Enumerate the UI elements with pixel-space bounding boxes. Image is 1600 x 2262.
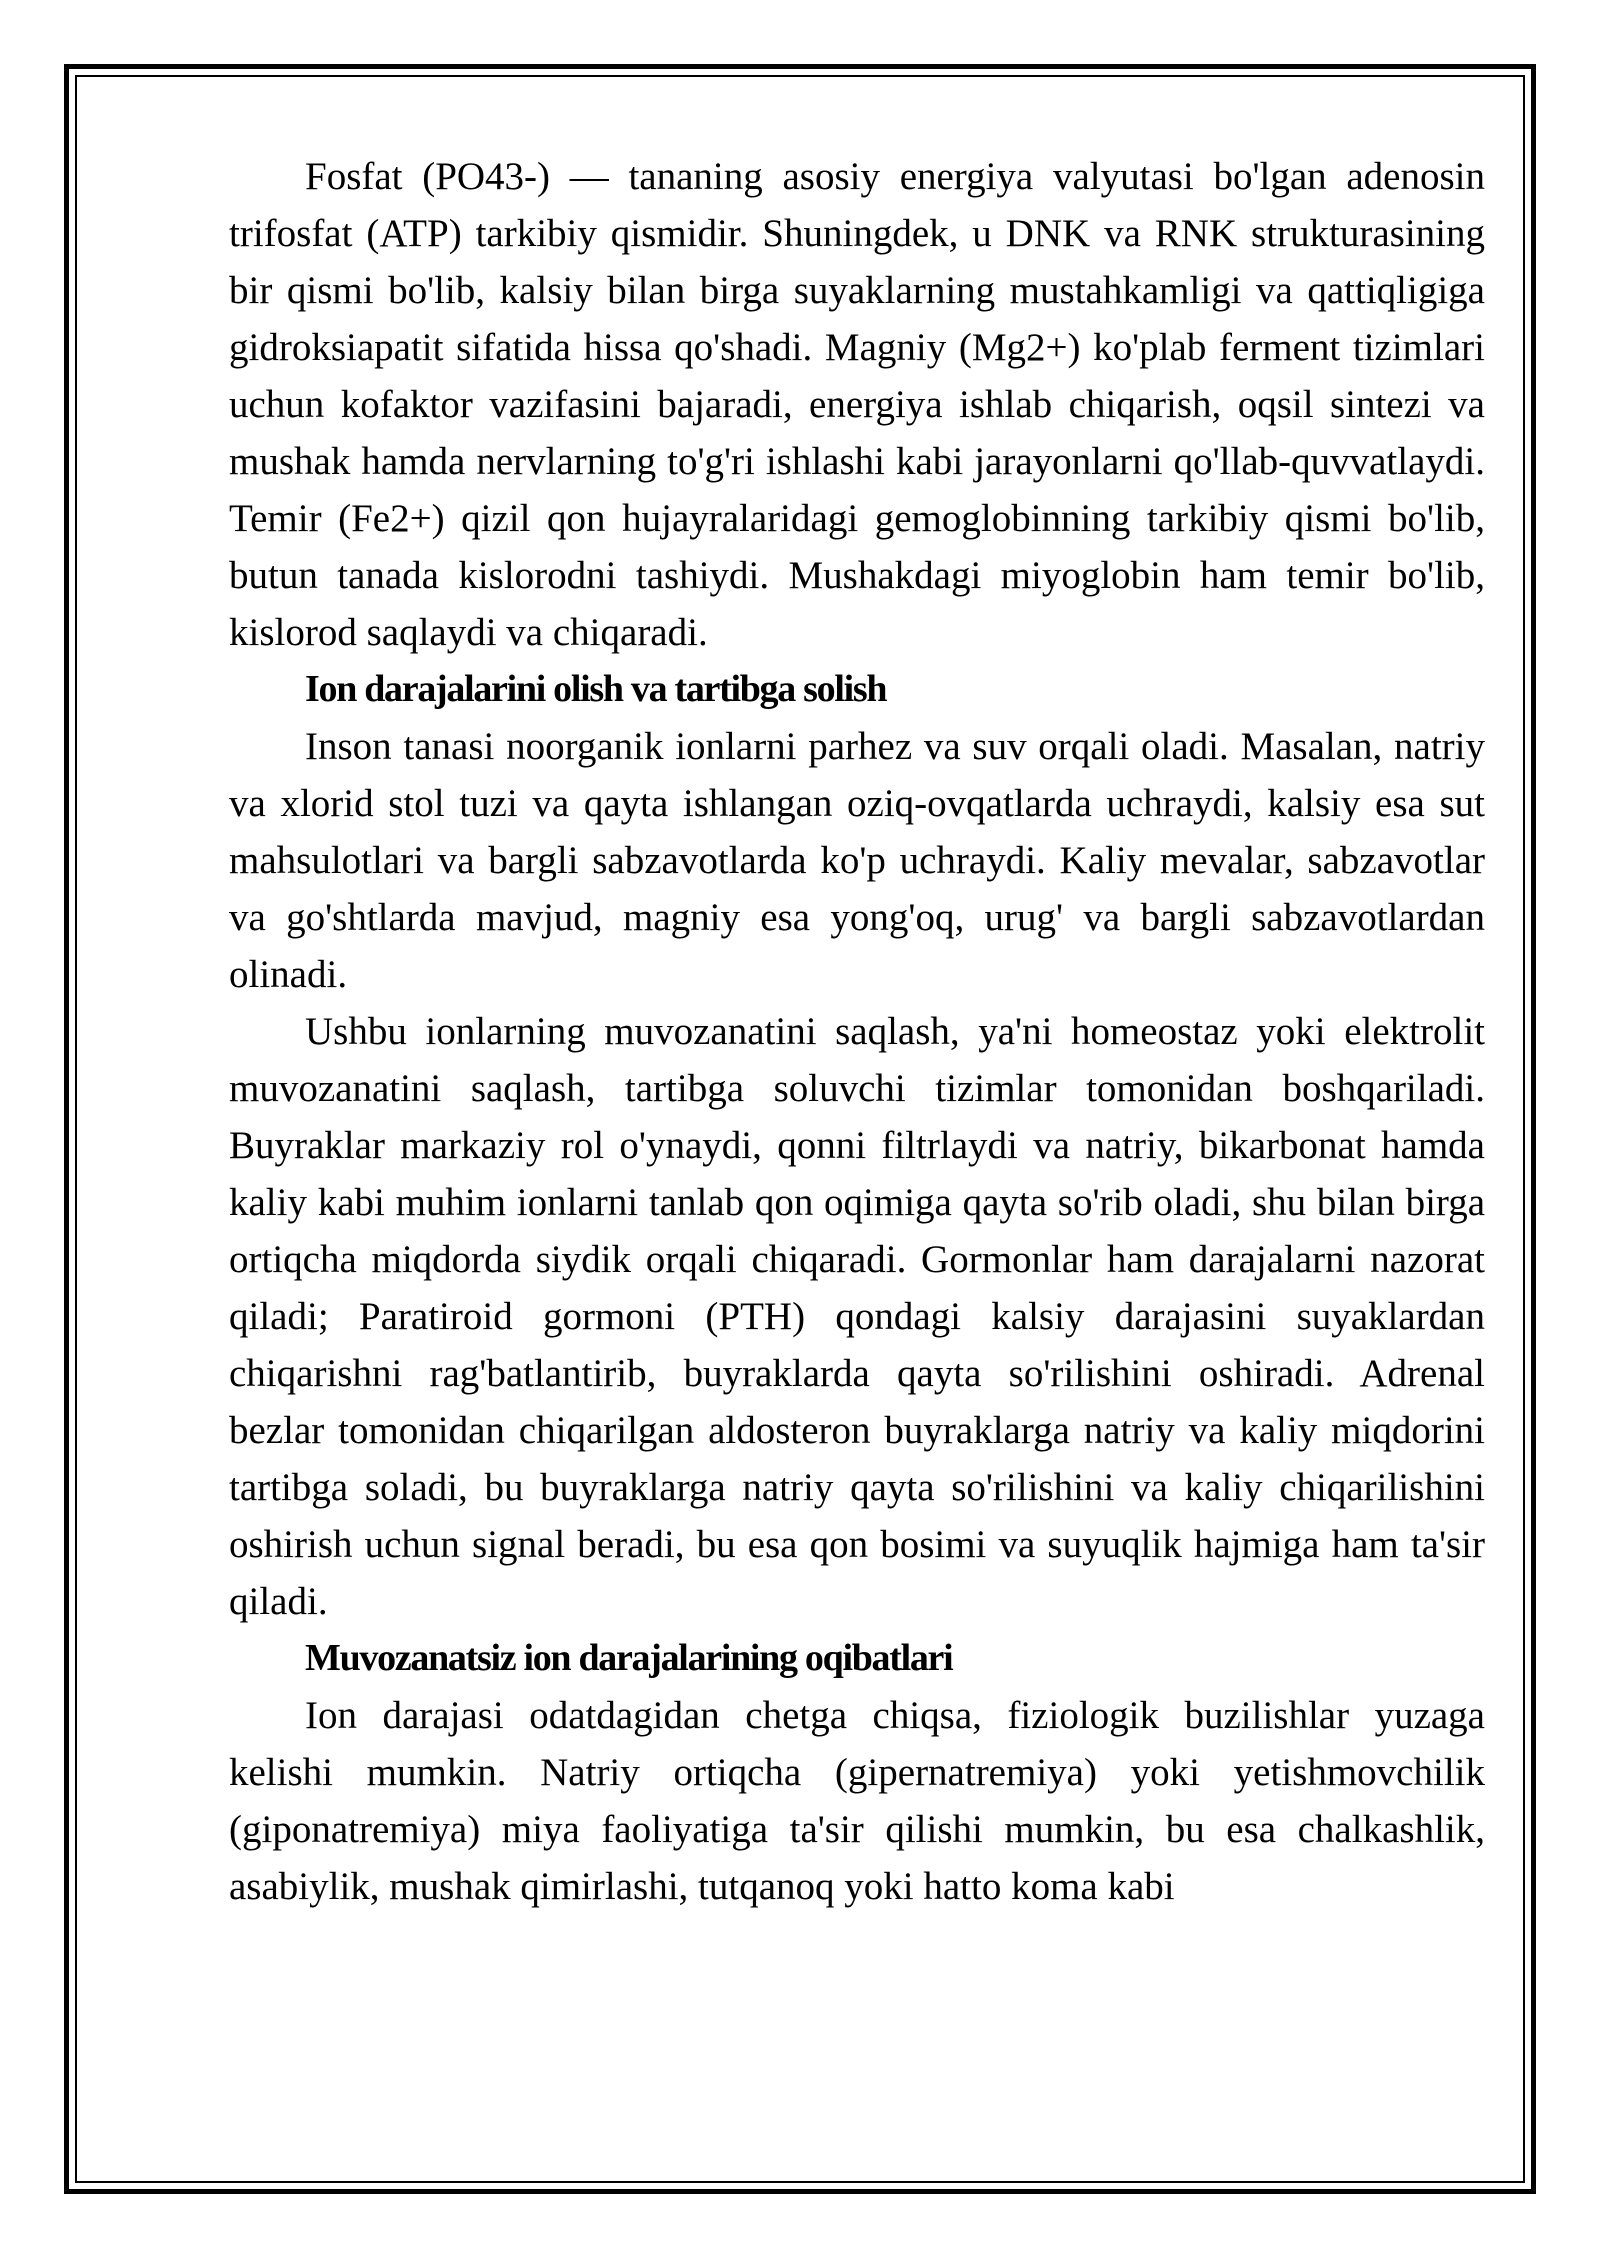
section-heading-imbalance-consequences: Muvozanatsiz ion darajalarining oqibatlari	[305, 1637, 953, 1679]
paragraph-phosphate-magnesium-iron: Fosfat (PO43-) — tananing asosiy energiya valyutasi bo'lgan adenosin trifosfat (ATP) tarkibiy qismidir. Shuningdek, u DNK va RNK strukturasining bir qismi bo'lib, kalsiy bilan birga suyaklarning mustahkamligi va qattiqligiga gidroksiapatit sifatida hissa qo'shadi. Magniy (Mg2+) ko'plab ferment tizimlari uchun kofaktor vazifasini bajaradi, energiya ishlab chiqarish, oqsil sintezi va mushak hamda nervlarning to'g'ri ishlashi kabi jarayonlarni qo'llab-quvvatlaydi. Temir (Fe2+) qizil qon hujayralaridagi gemoglobinning tarkibiy qismi bo'lib, butun tanada kislorodni tashiydi. Mushakdagi miyoglobin ham temir bo'lib, kislorod saqlaydi va chiqaradi.	[229, 155, 1485, 654]
paragraph-sodium-imbalance: Ion darajasi odatdagidan chetga chiqsa, fiziologik buzilishlar yuzaga kelishi mumkin. Natriy ortiqcha (gipernatremiya) yoki yetishmovchilik (giponatremiya) miya faoliyatiga ta'sir qilishi mumkin, bu esa chalkashlik, asabiylik, mushak qimirlashi, tutqanoq yoki hatto koma kabi	[229, 1694, 1485, 1908]
document-body	[229, 148, 1485, 1915]
paragraph-homeostasis-regulation: Ushbu ionlarning muvozanatini saqlash, ya'ni homeostaz yoki elektrolit muvozanatini saqlash, tartibga soluvchi tizimlar tomonidan boshqariladi. Buyraklar markaziy rol o'ynaydi, qonni filtrlaydi va natriy, bikarbonat hamda kaliy kabi muhim ionlarni tanlab qon oqimiga qayta so'rib oladi, shu bilan birga ortiqcha miqdorda siydik orqali chiqaradi. Gormonlar ham darajalarni nazorat qiladi; Paratiroid gormoni (PTH) qondagi kalsiy darajasini suyaklardan chiqarishni rag'batlantirib, buyraklarda qayta so'rilishini oshiradi. Adrenal bezlar tomonidan chiqarilgan aldosteron buyraklarga natriy va kaliy miqdorini tartibga soladi, bu buyraklarga natriy qayta so'rilishini va kaliy chiqarilishini oshirish uchun signal beradi, bu esa qon bosimi va suyuqlik hajmiga ham ta'sir qiladi.	[229, 1010, 1485, 1623]
section-heading-ion-intake-regulation: Ion darajalarini olish va tartibga solish	[305, 668, 887, 710]
paragraph-dietary-sources: Inson tanasi noorganik ionlarni parhez va suv orqali oladi. Masalan, natriy va xlorid stol tuzi va qayta ishlangan oziq-ovqatlarda uchraydi, kalsiy esa sut mahsulotlari va bargli sabzavotlarda ko'p uchraydi. Kaliy mevalar, sabzavotlar va go'shtlarda mavjud, magniy esa yong'oq, urug' va bargli sabzavotlardan olinadi.	[229, 725, 1485, 996]
